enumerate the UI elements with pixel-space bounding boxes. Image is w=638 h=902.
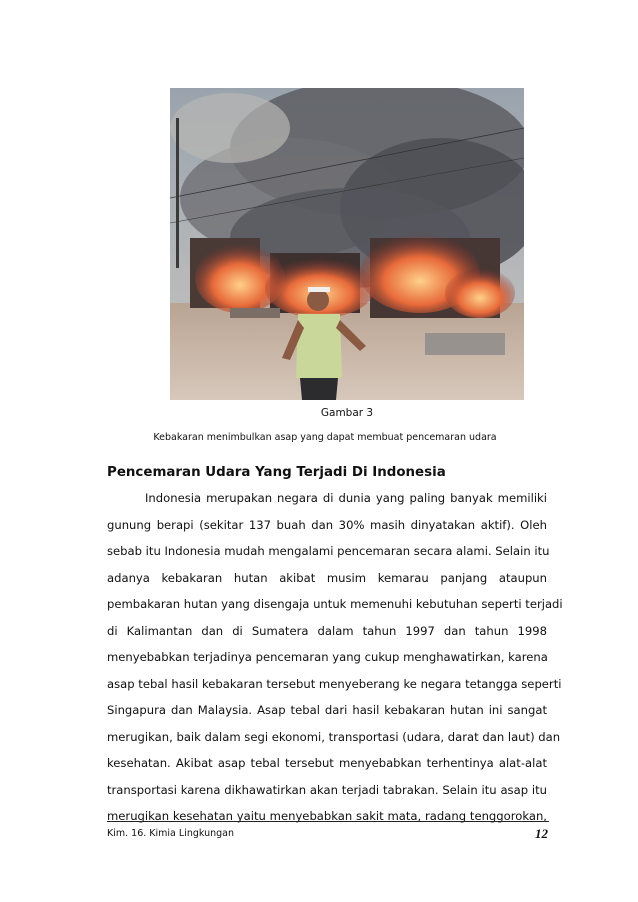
section-heading: Pencemaran Udara Yang Terjadi Di Indonesia — [107, 465, 446, 480]
page-number: 12 — [535, 826, 548, 841]
paragraph-line: merugikan, baik dalam segi ekonomi, transportasi (udara, darat dan laut) dan — [107, 729, 561, 744]
figure-label: Gambar 3 — [320, 407, 374, 419]
paragraph-line: merugikan kesehatan yaitu menyebabkan sakit mata, radang tenggorokan, — [107, 809, 547, 823]
fire-photo — [170, 88, 524, 400]
footer-divider — [107, 821, 549, 822]
paragraph-line: asap tebal hasil kebakaran tersebut menyeberang ke negara tetangga seperti — [107, 676, 562, 691]
paragraph-line: gunung berapi (sekitar 137 buah dan 30% masih dinyatakan aktif). Oleh — [107, 517, 547, 532]
fire-photo-illustration — [170, 88, 524, 400]
paragraph-line: adanya kebakaran hutan akibat musim kemarau panjang ataupun — [107, 570, 547, 585]
figure-caption: Kebakaran menimbulkan asap yang dapat membuat pencemaran udara — [153, 432, 497, 443]
paragraph-line: sebab itu Indonesia mudah mengalami pencemaran secara alami. Selain itu — [107, 544, 550, 558]
paragraph-line: menyebabkan terjadinya pencemaran yang cukup menghawatirkan, karena — [107, 650, 548, 664]
footer-course-title: Kim. 16. Kimia Lingkungan — [107, 828, 235, 839]
body-paragraph — [107, 485, 563, 830]
paragraph-line: pembakaran hutan yang disengaja untuk memenuhi kebutuhan seperti terjadi — [107, 597, 563, 611]
paragraph-line: Singapura dan Malaysia. Asap tebal dari hasil kebakaran hutan ini sangat — [107, 703, 547, 717]
paragraph-line: kesehatan. Akibat asap tebal tersebut menyebabkan terhentinya alat-alat — [107, 756, 547, 770]
paragraph-line: di Kalimantan dan di Sumatera dalam tahun 1997 dan tahun 1998 — [107, 623, 547, 638]
paragraph-line: Indonesia merupakan negara di dunia yang paling banyak memiliki — [145, 491, 547, 505]
paragraph-line: transportasi karena dikhawatirkan akan terjadi tabrakan. Selain itu asap itu — [107, 782, 547, 797]
